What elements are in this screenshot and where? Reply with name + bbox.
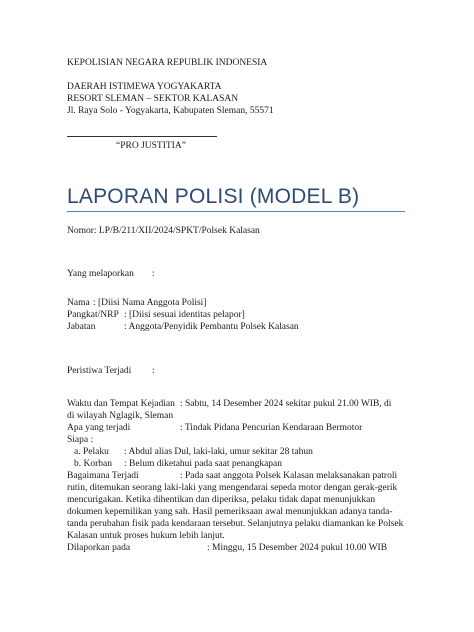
bagaimana-label: Bagaimana Terjadi bbox=[67, 471, 139, 481]
signature-line bbox=[67, 136, 217, 137]
korban-label: b. Korban bbox=[74, 459, 112, 469]
dilaporkan-label: Dilaporkan pada bbox=[67, 543, 131, 553]
jabatan-value: : Anggota/Penyidik Pembantu Polsek Kalasan bbox=[124, 322, 299, 332]
bagaimana-rest: rutin, ditemukan seorang laki-laki yang mengendarai sepeda motor dengan gerak-gerik mencurigakan. Ketika dihentikan dan diperiksa, pelaku tidak dapat menunjukkan dokumen kepemilikan yang sah. Hasil pemeriksaan awal menunjukkan adanya tanda-tanda perubahan fisik pada kendaraan tersebut. Selanjutnya pelaku diamankan ke Polsek Kalasan untuk proses hukum lebih lanjut. bbox=[67, 483, 404, 541]
nama-value: : [Diisi Nama Anggota Polisi] bbox=[93, 298, 207, 308]
header-address: Jl. Raya Solo - Yogyakarta, Kabupaten Sleman, 55571 bbox=[67, 106, 274, 116]
nama-label: Nama bbox=[67, 298, 90, 308]
korban-value: : Belum diketahui pada saat penangkapan bbox=[124, 459, 283, 469]
apa-value: : Tindak Pidana Pencurian Kendaraan Bermotor bbox=[180, 423, 363, 433]
header-resort: RESORT SLEMAN – SEKTOR KALASAN bbox=[67, 94, 239, 104]
pelapor-section-label: Yang melaporkan bbox=[67, 269, 134, 279]
title-underline bbox=[67, 211, 405, 212]
pangkat-value: : [Diisi sesuai identitas pelapor] bbox=[124, 310, 245, 320]
pelapor-section-colon: : bbox=[152, 269, 155, 279]
header-motto: “PRO JUSTITIA” bbox=[116, 141, 186, 151]
pelaku-value: : Abdul alias Dul, laki-laki, umur sekitar 28 tahun bbox=[124, 447, 313, 457]
waktu-value: : Sabtu, 14 Desember 2024 sekitar pukul 21.00 WIB, di bbox=[180, 399, 392, 409]
apa-label: Apa yang terjadi bbox=[67, 423, 131, 433]
waktu-cont: di wilayah Nglagik, Sleman bbox=[67, 411, 174, 421]
header-region: DAERAH ISTIMEWA YOGYAKARTA bbox=[67, 82, 222, 92]
waktu-label: Waktu dan Tempat Kejadian bbox=[67, 399, 175, 409]
bagaimana-first: : Pada saat anggota Polsek Kalasan melaksanakan patroli bbox=[180, 471, 398, 481]
header-org: KEPOLISIAN NEGARA REPUBLIK INDONESIA bbox=[67, 58, 268, 68]
pangkat-label: Pangkat/NRP bbox=[67, 310, 119, 320]
dilaporkan-value: : Minggu, 15 Desember 2024 pukul 10.00 WIB bbox=[207, 543, 388, 553]
peristiwa-section-label: Peristiwa Terjadi bbox=[67, 366, 132, 376]
report-number: Nomor: LP/B/211/XII/2024/SPKT/Polsek Kalasan bbox=[67, 226, 260, 236]
pelaku-label: a. Pelaku bbox=[74, 447, 109, 457]
jabatan-label: Jabatan bbox=[67, 322, 96, 332]
peristiwa-section-colon: : bbox=[152, 366, 155, 376]
siapa-label: Siapa : bbox=[67, 435, 94, 445]
page-title: LAPORAN POLISI (MODEL B) bbox=[67, 185, 360, 208]
